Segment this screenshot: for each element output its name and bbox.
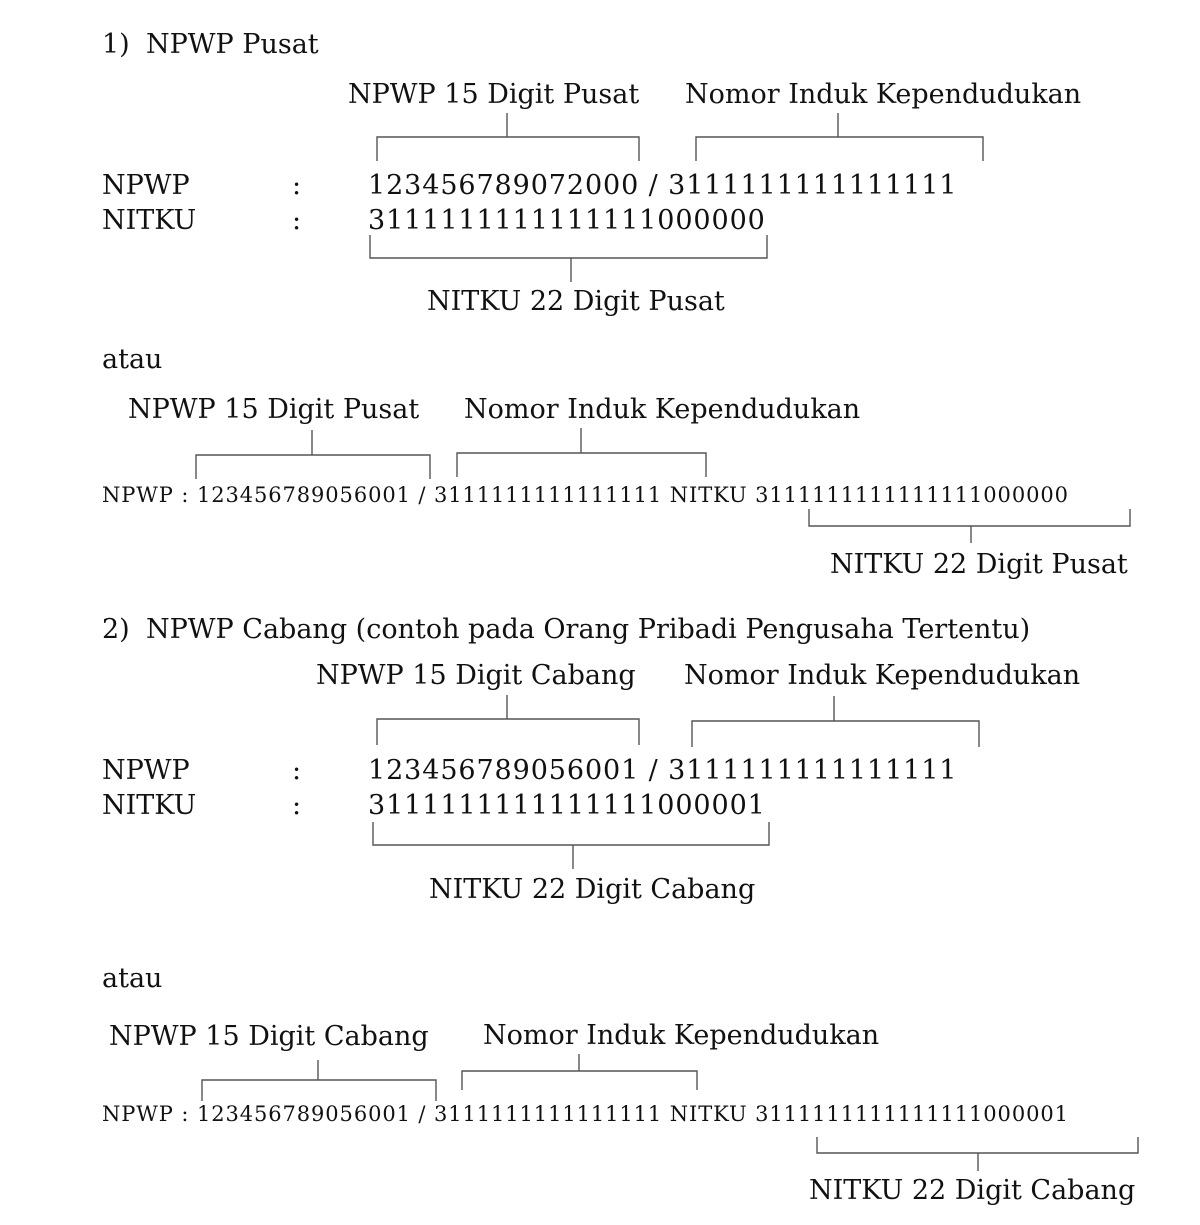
npwp-value: 123456789056001 / 3111111111111111 [368, 755, 958, 786]
label-npwp15-pusat: NPWP 15 Digit Pusat [348, 79, 640, 110]
npwp-nitku-line: NPWP : 123456789056001 / 3111111111111111 NITKU 3111111111111111000001 [102, 1102, 1069, 1126]
nitku-value: 3111111111111111000001 [368, 790, 766, 821]
bracket-nitku22-s2a [373, 822, 769, 869]
npwp-colon: : [292, 170, 302, 201]
bracket-nitku22-s2b [817, 1137, 1138, 1171]
bracket-npwp15-s2b [202, 1060, 436, 1101]
bracket-nik-s1b [457, 428, 706, 477]
nitku-label: NITKU [102, 205, 197, 236]
label-npwp15-pusat: NPWP 15 Digit Pusat [128, 394, 420, 425]
npwp-label: NPWP [102, 170, 190, 201]
label-nitku22-cabang: NITKU 22 Digit Cabang [809, 1175, 1136, 1206]
section2-heading: NPWP Cabang (contoh pada Orang Pribadi Pengusaha Tertentu) [146, 614, 1031, 645]
section1-heading: NPWP Pusat [146, 29, 319, 60]
nitku-label: NITKU [102, 790, 197, 821]
npwp-colon: : [292, 755, 302, 786]
or-text: atau [102, 963, 163, 994]
bracket-nik-s2b [462, 1054, 697, 1090]
bracket-nitku22-s1b [809, 509, 1130, 543]
npwp-nitku-line: NPWP : 123456789056001 / 3111111111111111 NITKU 3111111111111111000000 [102, 483, 1069, 507]
or-text: atau [102, 344, 163, 375]
bracket-nik-s1a [696, 113, 983, 161]
section1-number: 1) [102, 29, 130, 60]
npwp-value: 123456789072000 / 3111111111111111 [368, 170, 958, 201]
nitku-colon: : [292, 790, 302, 821]
bracket-npwp15-s1b [196, 430, 430, 479]
label-nik: Nomor Induk Kependudukan [483, 1020, 880, 1051]
nitku-colon: : [292, 205, 302, 236]
bracket-nik-s2a [692, 696, 979, 747]
label-nik: Nomor Induk Kependudukan [684, 660, 1081, 691]
bracket-nitku22-s1a [370, 235, 767, 282]
npwp-label: NPWP [102, 755, 190, 786]
label-nitku22-pusat: NITKU 22 Digit Pusat [427, 286, 725, 317]
label-nik: Nomor Induk Kependudukan [464, 394, 861, 425]
label-nitku22-cabang: NITKU 22 Digit Cabang [429, 874, 756, 905]
label-npwp15-cabang: NPWP 15 Digit Cabang [316, 660, 636, 691]
section2-number: 2) [102, 614, 130, 645]
label-nitku22-pusat: NITKU 22 Digit Pusat [830, 549, 1128, 580]
label-npwp15-cabang: NPWP 15 Digit Cabang [109, 1021, 429, 1052]
nitku-value: 3111111111111111000000 [368, 205, 766, 236]
label-nik: Nomor Induk Kependudukan [685, 79, 1082, 110]
bracket-npwp15-s2a [377, 695, 639, 745]
bracket-npwp15-s1a [377, 113, 639, 161]
